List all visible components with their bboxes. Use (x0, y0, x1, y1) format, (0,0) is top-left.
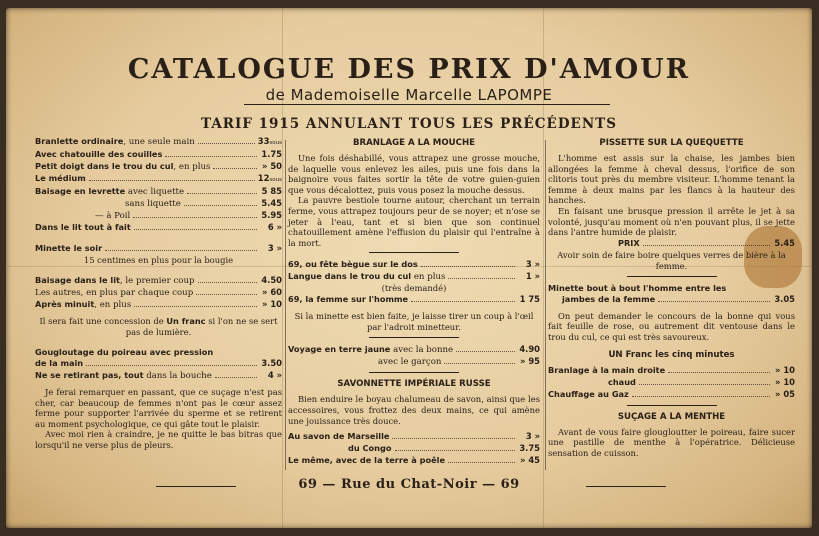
note-text: Si la minette est bien faite, je laisse tirer un coup à l'œil par l'adroit minetteur. (294, 311, 534, 333)
note-text: Avoir soin de faire boire quelques verres de bière à la femme. (557, 249, 786, 271)
note-text: 15 centimes en plus pour la bougie (83, 255, 234, 265)
price-row: chaud » 10 (608, 376, 795, 387)
price-row: Voyage en terre jaune avec la bonne 4.90 (288, 344, 540, 356)
price-row: Chauffage au Gaz » 05 (548, 388, 795, 399)
description-paragraph: Avant de vous faire glougloutter le poireau, faire sucer une pastille de menthe à l'opératrice. Délicieuse sensation de cuisson. (548, 426, 795, 458)
column-divider (545, 140, 546, 470)
concession-note: Il sera fait une concession de Un franc si l'on ne se sert pas de lumière. (39, 316, 278, 337)
price-row: Le même, avec de la terre à poêle » 45 (288, 455, 540, 466)
price-row: Après minuit, en plus » 10 (35, 299, 282, 310)
catalogue-subtitle: de Mademoiselle Marcelle LAPOMPE (265, 86, 553, 104)
price-row: du Congo 3.75 (348, 443, 540, 454)
price-row: Le médium 12sous (35, 173, 282, 183)
price-row: 69, ou fête bègue sur le dos 3 » (288, 259, 540, 270)
section-heading: UN Franc les cinq minutes (608, 349, 735, 360)
description-paragraph: Avec moi rien à craindre, je ne quitte le bas bitras que lorsqu'il ne verse plus de pleurs. (35, 429, 282, 450)
subtitle-underline (244, 104, 610, 105)
price-row: PRIX 5.45 (618, 237, 795, 248)
footer-rule-right (586, 486, 666, 487)
description-paragraph: Une fois déshabillé, vous attrapez une grosse mouche, de laquelle vous enlevez les ailes, puis une fois dans la baignoire vous faites sortir la tête de votre guien-guien que vous décalottez, puis vous posez la mouche dessus. (288, 153, 540, 195)
description-paragraph: L'homme est assis sur la chaise, les jambes bien allongées la femme à cheval dessus, l'orifice de son clitoris tout près du membre visiteur. L'homme tenant la femme à deux mains par les flancs à la hauteur des hanches. (548, 153, 795, 206)
section-rule (369, 372, 459, 373)
price-row: Minette le soir 3 » (35, 243, 282, 253)
note-text: (très demandé) (381, 283, 447, 294)
section-heading: SUÇAGE A LA MENTHE (617, 411, 726, 422)
section-heading: PISSETTE SUR LA QUEQUETTE (599, 138, 744, 148)
price-row: 69, la femme sur l'homme 1 75 (288, 294, 540, 305)
price-row: Petit doigt dans le trou du cul, en plus » 50 (35, 161, 282, 172)
section-heading: SAVONNETTE IMPÉRIALE RUSSE (337, 379, 491, 390)
description-paragraph: En faisant une brusque pression il arrête le jet à sa volonté, jusqu'au moment où n'en pouvant plus, il se jette dans l'antre humide de plaisir. (548, 205, 795, 238)
footer-address: 69 — Rue du Chat-Noir — 69 (298, 477, 520, 492)
section-rule (369, 337, 459, 338)
description-paragraph: Je ferai remarquer en passant, que ce suçage n'est pas cher, car beaucoup de femmes n'ont pas le cœur assez ferme pour supporter l'arrivée du sperme et se retirent au moment psychologique, ce qui gâte tout le plaisir. (35, 387, 282, 429)
price-row: sans liquette 5.45 (125, 198, 282, 209)
description-paragraph: Bien enduire le boyau chalumeau de savon, ainsi que les accessoires, vous frottez des deux mains, ce qui amène une jouissance très douce. (288, 394, 540, 426)
price-row: jambes de la femme 3.05 (562, 293, 795, 304)
price-row: de la main 3.50 (35, 358, 282, 368)
price-row: Ne se retirant pas, tout dans la bouche 4 » (35, 370, 282, 381)
column-divider (285, 140, 286, 470)
price-row: Au savon de Marseille 3 » (288, 431, 540, 442)
item-label: Minette bout à bout l'homme entre les (548, 282, 727, 293)
tarif-heading: TARIF 1915 ANNULANT TOUS LES PRÉCÉDENTS (201, 116, 617, 132)
price-row: Baisage dans le lit, le premier coup 4.50 (35, 275, 282, 286)
price-row: Baisage en levrette avec liquette 5 85 (35, 186, 282, 197)
section-heading: BRANLAGE A LA MOUCHE (352, 138, 476, 148)
section-rule (369, 252, 459, 253)
section-rule (627, 405, 717, 406)
price-row: Branlette ordinaire, une seule main 33sous (35, 136, 282, 147)
item-label: Gougloutage du poireau avec pression (35, 347, 214, 357)
price-row: Avec chatouille des couilles 1.75 (35, 149, 282, 159)
price-row: Les autres, en plus par chaque coup » 60 (35, 287, 282, 298)
section-rule (627, 276, 717, 277)
left-column (35, 136, 282, 451)
price-row: Branlage à la main droite » 10 (548, 364, 795, 375)
price-row: Dans le lit tout à fait 6 » (35, 222, 282, 232)
price-row: — à Poil 5.95 (95, 210, 282, 221)
price-row: avec le garçon » 95 (378, 356, 540, 368)
right-column (548, 136, 795, 458)
description-paragraph: La pauvre bestiole tourne autour, cherchant un terrain ferme, vous attrapez toujours peur de se noyer; et n'ose se jeter à l'eau, tant et si bien que son continuel chatouillement amène l'effusion du plaisir qui l'entraîne à la mort. (288, 195, 540, 248)
description-paragraph: On peut demander le concours de la bonne qui vous fait feuille de rose, ou autrement dit ventouse dans le trou du cul, ce qui est très savoureux. (548, 310, 795, 342)
catalogue-sheet (6, 8, 812, 528)
catalogue-title: CATALOGUE DES PRIX D'AMOUR (127, 54, 691, 85)
middle-column (288, 136, 540, 467)
price-row: Langue dans le trou du cul en plus 1 » (288, 271, 540, 283)
